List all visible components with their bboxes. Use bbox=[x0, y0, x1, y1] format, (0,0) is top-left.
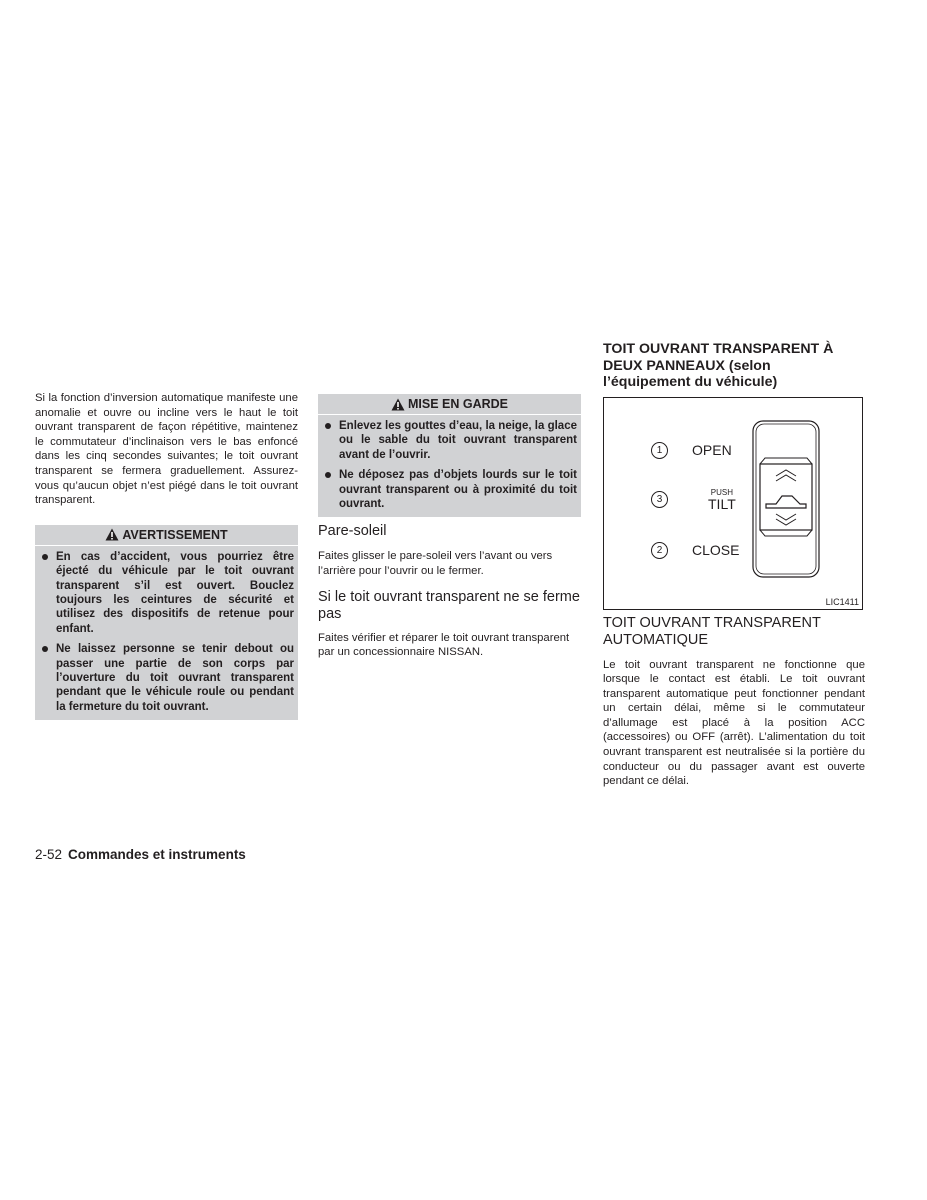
figure-code: LIC1411 bbox=[825, 596, 859, 607]
bullet-icon bbox=[42, 646, 48, 652]
callout-number: 2 bbox=[651, 542, 668, 559]
not-close-heading: Si le toit ouvrant transparent ne se ferme pas bbox=[318, 588, 580, 622]
intro-paragraph: Si la fonction d’inversion automatique manifeste une anomalie et ouvre ou incline vers le haut le toit ouvrant transparent de façon répétitive, maintenez le commutateur d’inclinaison vers le bas enfoncé dans les cinq secondes suivantes; le toit ouvrant transparent se fermera graduellement. Assurez-vous qu’aucun objet n’est piégé dans le toit ouvrant transparent. bbox=[35, 392, 298, 507]
caution-list bbox=[318, 415, 581, 517]
sunshade-paragraph: Faites glisser le pare-soleil vers l’avant ou vers l’arrière pour l’ouvrir ou le fermer. bbox=[318, 550, 553, 578]
bullet-icon bbox=[325, 423, 331, 429]
sunroof-switch-icon bbox=[752, 420, 822, 580]
list-item: En cas d’accident, vous pourriez être éjecté du véhicule par le toit ouvrant transparent s’il est ouvert. Bouclez toujours les ceintures de sécurité et utilisez des dispositifs de retenue pour enfant. bbox=[39, 550, 294, 636]
callout-number: 3 bbox=[651, 491, 668, 508]
sunshade-heading: Pare-soleil bbox=[318, 523, 387, 540]
caution-title bbox=[318, 394, 581, 415]
auto-heading: TOIT OUVRANT TRANSPARENT AUTOMATIQUE bbox=[603, 614, 821, 648]
bullet-icon bbox=[325, 472, 331, 478]
section-title: TOIT OUVRANT TRANSPARENT À DEUX PANNEAUX (selon l’équipement du véhicule) bbox=[603, 341, 834, 390]
chapter-title: Commandes et instruments bbox=[68, 847, 246, 862]
page-number: 2-52 bbox=[35, 847, 63, 862]
list-item: Ne déposez pas d’objets lourds sur le toit ouvrant transparent ou à proximité du toit ouvrant. bbox=[322, 468, 577, 511]
middle-column bbox=[318, 394, 581, 660]
page-footer bbox=[35, 847, 246, 862]
callout-number: 1 bbox=[651, 442, 668, 459]
bullet-icon bbox=[42, 554, 48, 560]
figure-label-close: 2 CLOSE bbox=[651, 542, 739, 559]
list-item: Enlevez les gouttes d’eau, la neige, la glace ou le sable du toit ouvrant transparent avant de l’ouvrir. bbox=[322, 419, 577, 462]
list-item: Ne laissez personne se tenir debout ou passer une partie de son corps par l’ouverture du toit ouvrant transparent pendant que le véhicule roule ou pendant la fermeture du toit ouvrant. bbox=[39, 642, 294, 714]
right-column bbox=[603, 341, 865, 789]
warning-title bbox=[35, 525, 298, 546]
caution-title-text: MISE EN GARDE bbox=[407, 397, 508, 411]
figure-label-open: 1 OPEN bbox=[651, 442, 732, 459]
warning-triangle-icon bbox=[105, 528, 119, 541]
warning-box bbox=[35, 525, 298, 720]
not-close-paragraph: Faites vérifier et réparer le toit ouvrant transparent par un concessionnaire NISSAN. bbox=[318, 631, 570, 659]
warning-title-text: AVERTISSEMENT bbox=[122, 527, 228, 542]
left-column bbox=[35, 391, 298, 720]
figure-label-tilt: 3 PUSH TILT bbox=[651, 488, 736, 512]
sunroof-switch-figure bbox=[603, 397, 863, 610]
auto-paragraph: Le toit ouvrant transparent ne fonctionne que lorsque le contact est établi. Le toit ouvrant transparent automatique peut fonctionner pendant un certain délai, même si le commutateur d’allumage est placé à la position ACC (accessoires) ou OFF (arrêt). L’alimentation du toit ouvrant transparent est neutralisée si la portière du conducteur ou du passager avant est ouverte pendant ce délai. bbox=[603, 658, 865, 788]
warning-list bbox=[35, 546, 298, 720]
caution-box bbox=[318, 394, 581, 517]
warning-triangle-icon bbox=[391, 398, 405, 411]
